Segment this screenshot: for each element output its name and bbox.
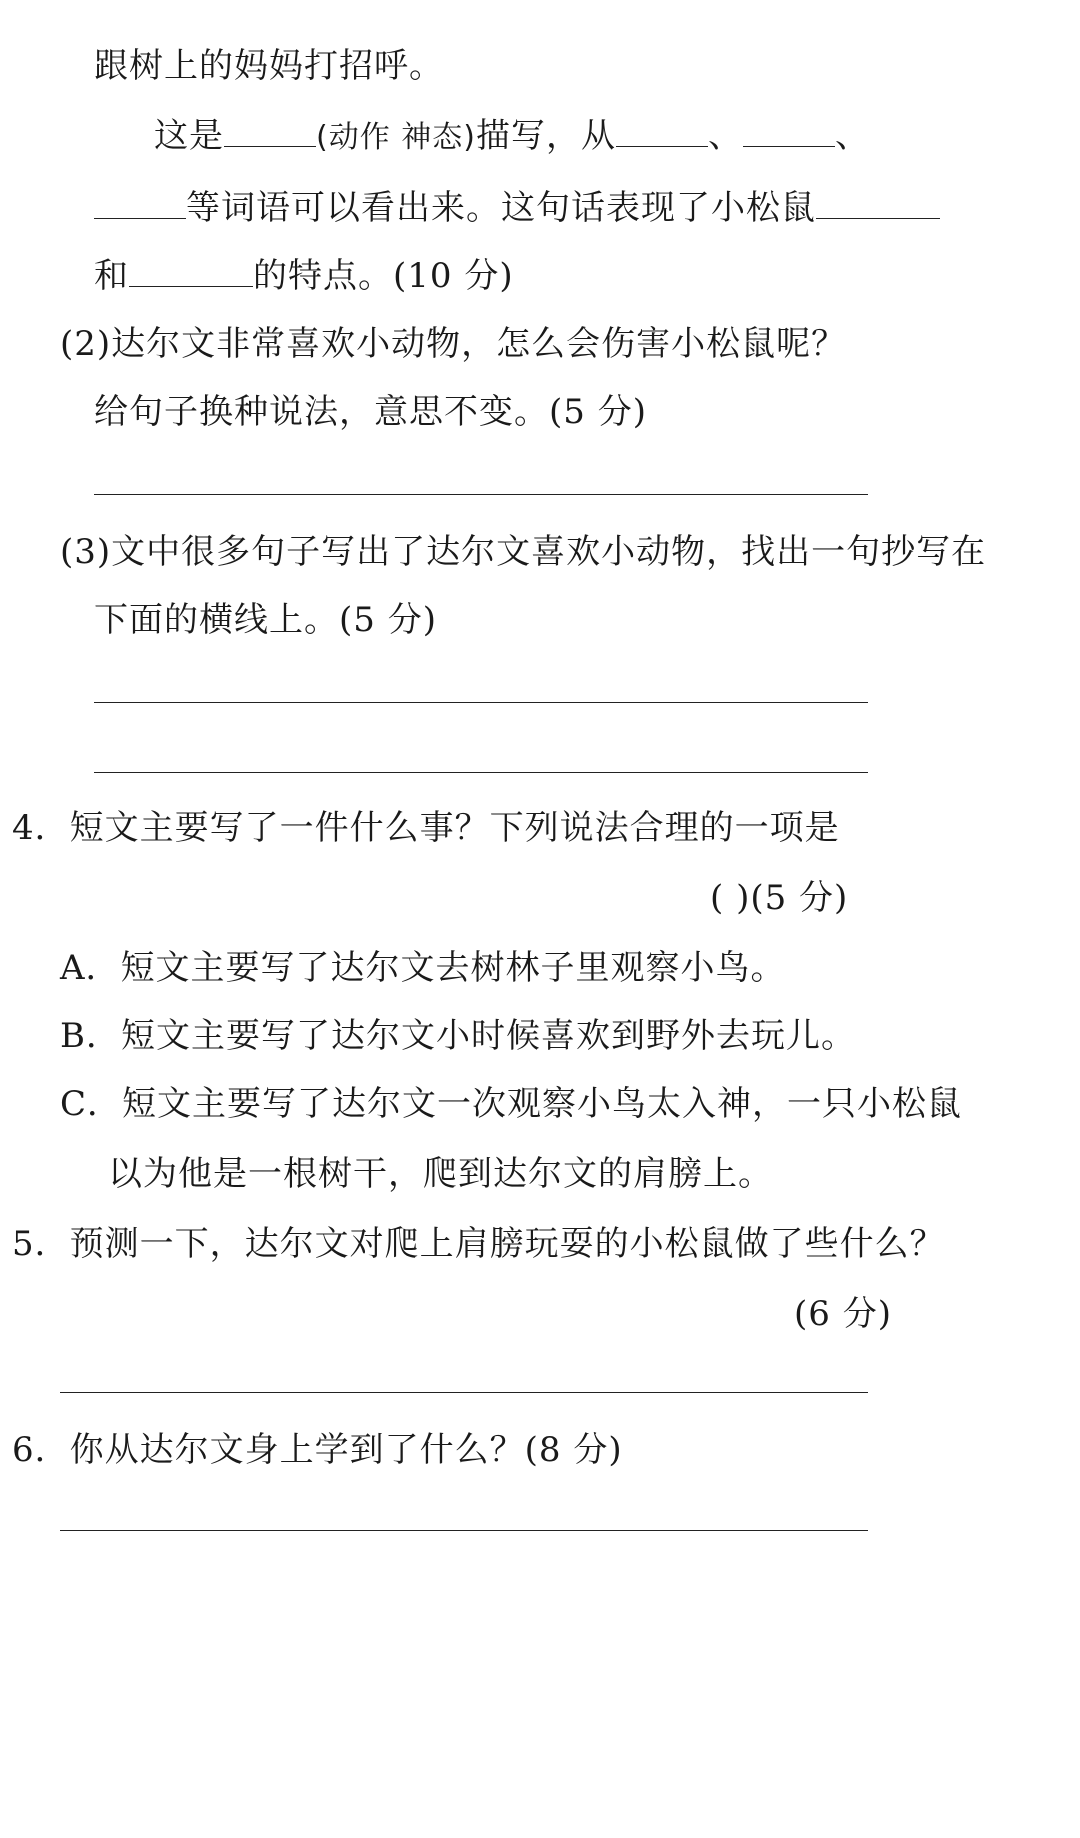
question-5-score: (6 分) (794, 1294, 892, 1334)
separator: 、 (707, 116, 743, 156)
question-4-answer (710, 876, 848, 920)
question-3-3 (60, 530, 986, 574)
sub-text: 文中很多句子写出了达尔文喜欢小动物，找出一句抄写在 (111, 532, 987, 572)
sub-text: 达尔文非常喜欢小动物，怎么会伤害小松鼠呢？ (111, 324, 847, 364)
question-text: 预测一下，达尔文对爬上肩膀玩耍的小松鼠做了些什么？ (69, 1224, 945, 1264)
question-4 (12, 806, 840, 850)
separator: 、 (834, 116, 870, 156)
text: 描写，从 (475, 116, 616, 156)
score: (5 分) (750, 878, 849, 918)
answer-blank[interactable] (743, 116, 835, 147)
question-3-1-line2 (94, 186, 940, 230)
answer-blank[interactable] (224, 116, 316, 147)
question-3-3-cont: 下面的横线上。(5 分) (94, 600, 437, 640)
answer-bracket[interactable]: ( ) (710, 878, 751, 918)
text: 等词语可以看出来。这句话表现了小松鼠 (186, 188, 816, 228)
passage-line: 跟树上的妈妈打招呼。 (94, 46, 444, 86)
option-text: 短文主要写了达尔文一次观察小鸟太入神，一只小松鼠 (122, 1084, 963, 1124)
question-number: 4． (12, 808, 70, 848)
question-text: 短文主要写了一件什么事？下列说法合理的一项是 (69, 808, 840, 848)
answer-line[interactable] (94, 494, 868, 495)
question-3-1-line3 (94, 254, 514, 298)
option-label: C． (60, 1084, 123, 1124)
answer-blank[interactable] (129, 256, 253, 287)
text: 的特点。(10 分) (253, 256, 514, 296)
choice-hint: (动作 神态) (316, 120, 476, 155)
question-number: 5． (12, 1224, 70, 1264)
text: 和 (94, 256, 129, 296)
text: 这是 (154, 116, 224, 156)
option-text: 短文主要写了达尔文去树林子里观察小鸟。 (120, 948, 786, 988)
answer-blank[interactable] (816, 188, 940, 219)
question-6 (12, 1428, 623, 1472)
option-label: A． (60, 948, 121, 988)
option-b[interactable] (60, 1014, 856, 1058)
option-label: B． (60, 1016, 121, 1056)
sub-label: (2) (60, 324, 112, 364)
question-3-1-line1 (154, 114, 870, 160)
option-c-cont: 以为他是一根树干，爬到达尔文的肩膀上。 (108, 1154, 773, 1194)
answer-blank[interactable] (94, 188, 186, 219)
answer-blank[interactable] (616, 116, 708, 147)
question-5 (12, 1222, 945, 1266)
option-c[interactable] (60, 1082, 962, 1126)
answer-line[interactable] (60, 1392, 868, 1393)
option-text: 短文主要写了达尔文小时候喜欢到野外去玩儿。 (121, 1016, 856, 1056)
question-3-2 (60, 322, 846, 366)
sub-label: (3) (60, 532, 112, 572)
question-number: 6． (12, 1430, 70, 1470)
answer-line[interactable] (60, 1530, 868, 1531)
option-a[interactable] (60, 946, 786, 990)
question-text: 你从达尔文身上学到了什么？(8 分) (69, 1430, 623, 1470)
answer-line[interactable] (94, 772, 868, 773)
answer-line[interactable] (94, 702, 868, 703)
question-3-2-instruction: 给句子换种说法，意思不变。(5 分) (94, 392, 647, 432)
